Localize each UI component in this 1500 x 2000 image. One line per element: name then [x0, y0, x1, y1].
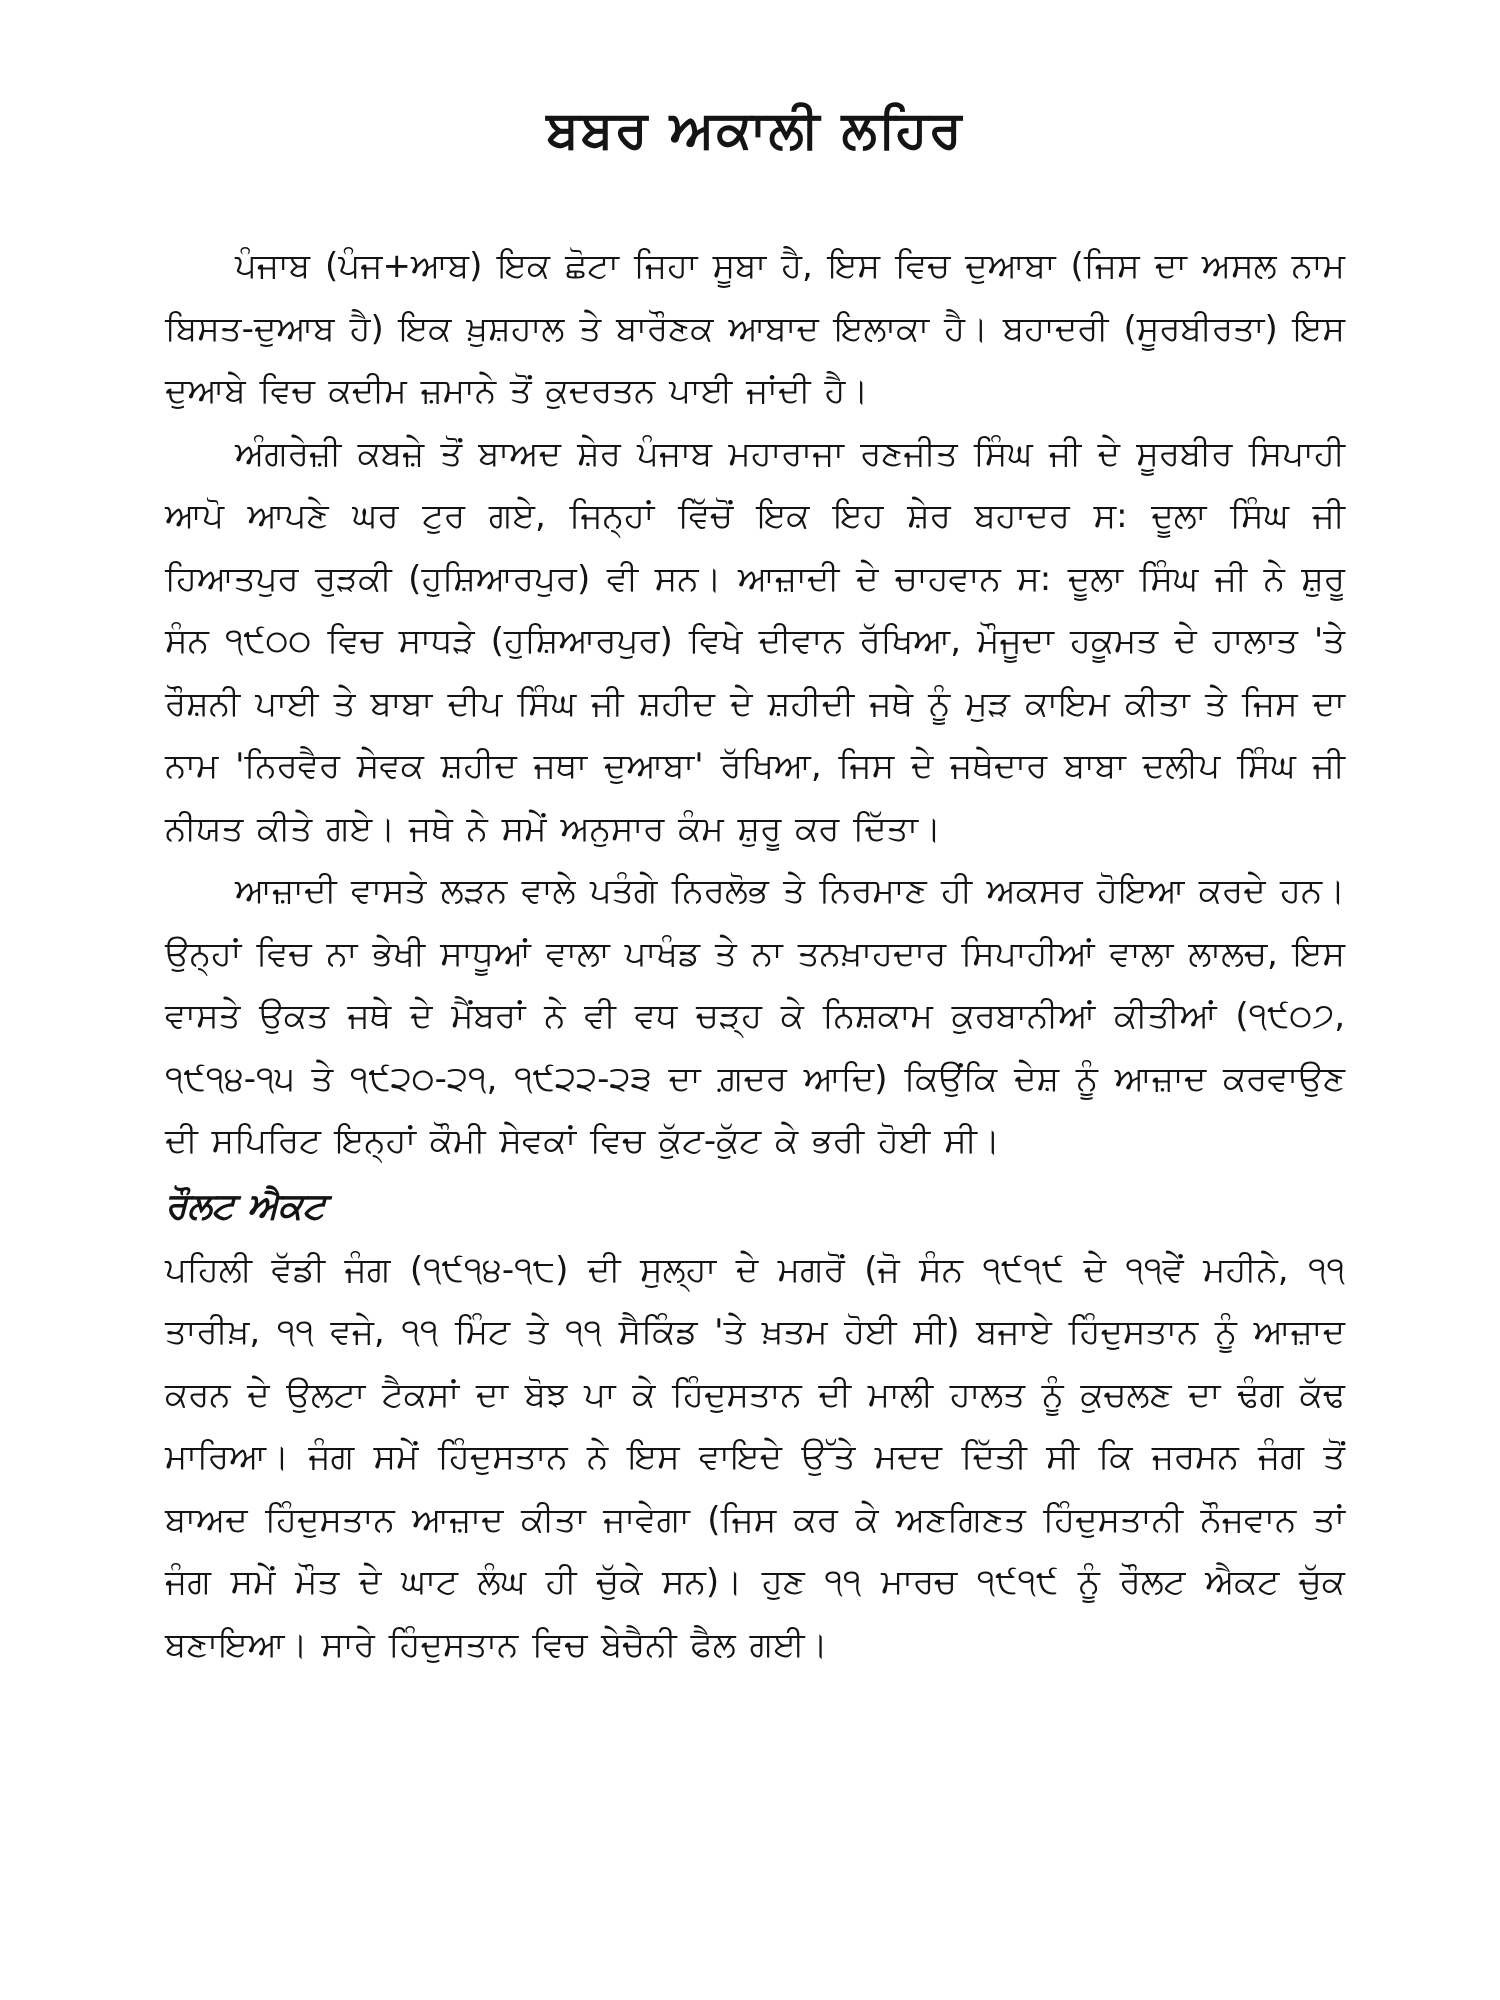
- page-title: ਬਬਰ ਅਕਾਲੀ ਲਹਿਰ: [546, 100, 964, 160]
- paragraph-freedom-fighters: ਆਜ਼ਾਦੀ ਵਾਸਤੇ ਲੜਨ ਵਾਲੇ ਪਤੰਗੇ ਨਿਰਲੋਭ ਤੇ ਨਿਰਮਾਣ ਹੀ ਅਕਸਰ ਹੋਇਆ ਕਰਦੇ ਹਨ। ਉਨ੍ਹਾਂ ਵਿਚ ਨਾ ਭੇਖੀ ਸਾਧੂਆਂ ਵਾਲਾ ਪਾਖੰਡ ਤੇ ਨਾ ਤਨਖ਼ਾਹਦਾਰ ਸਿਪਾਹੀਆਂ ਵਾਲਾ ਲਾਲਚ, ਇਸ ਵਾਸਤੇ ਉਕਤ ਜਥੇ ਦੇ ਮੈਂਬਰਾਂ ਨੇ ਵੀ ਵਧ ਚੜ੍ਹ ਕੇ ਨਿਸ਼ਕਾਮ ਕੁਰਬਾਨੀਆਂ ਕੀਤੀਆਂ (੧੯੦੭, ੧੯੧੪-੧੫ ਤੇ ੧੯੨੦-੨੧, ੧੯੨੨-੨੩ ਦਾ ਗ਼ਦਰ ਆਦਿ) ਕਿਉਂਕਿ ਦੇਸ਼ ਨੂੰ ਆਜ਼ਾਦ ਕਰਵਾਉਣ ਦੀ ਸਪਿਰਿਟ ਇਨ੍ਹਾਂ ਕੌਮੀ ਸੇਵਕਾਂ ਵਿਚ ਕੁੱਟ-ਕੁੱਟ ਕੇ ਭਰੀ ਹੋਈ ਸੀ।: [165, 871, 1345, 1161]
- section-heading-rowlatt-act: ਰੌਲਟ ਐਕਟ: [165, 1185, 326, 1227]
- paragraph-rowlatt-act: ਪਹਿਲੀ ਵੱਡੀ ਜੰਗ (੧੯੧੪-੧੮) ਦੀ ਸੁਲ੍ਹਾ ਦੇ ਮਗਰੋਂ (ਜੋ ਸੰਨ ੧੯੧੯ ਦੇ ੧੧ਵੇਂ ਮਹੀਨੇ, ੧੧ ਤਾਰੀਖ਼, ੧੧ ਵਜੇ, ੧੧ ਮਿੰਟ ਤੇ ੧੧ ਸੈਕਿੰਡ 'ਤੇ ਖ਼ਤਮ ਹੋਈ ਸੀ) ਬਜਾਏ ਹਿੰਦੁਸਤਾਨ ਨੂੰ ਆਜ਼ਾਦ ਕਰਨ ਦੇ ਉਲਟਾ ਟੈਕਸਾਂ ਦਾ ਬੋਝ ਪਾ ਕੇ ਹਿੰਦੁਸਤਾਨ ਦੀ ਮਾਲੀ ਹਾਲਤ ਨੂੰ ਕੁਚਲਣ ਦਾ ਢੰਗ ਕੱਢ ਮਾਰਿਆ। ਜੰਗ ਸਮੇਂ ਹਿੰਦੁਸਤਾਨ ਨੇ ਇਸ ਵਾਇਦੇ ਉੱਤੇ ਮਦਦ ਦਿੱਤੀ ਸੀ ਕਿ ਜਰਮਨ ਜੰਗ ਤੋਂ ਬਾਅਦ ਹਿੰਦੁਸਤਾਨ ਆਜ਼ਾਦ ਕੀਤਾ ਜਾਵੇਗਾ (ਜਿਸ ਕਰ ਕੇ ਅਣਗਿਣਤ ਹਿੰਦੁਸਤਾਨੀ ਨੌਜਵਾਨ ਤਾਂ ਜੰਗ ਸਮੇਂ ਮੌਤ ਦੇ ਘਾਟ ਲੰਘ ਹੀ ਚੁੱਕੇ ਸਨ)। ਹੁਣ ੧੧ ਮਾਰਚ ੧੯੧੯ ਨੂੰ ਰੌਲਟ ਐਕਟ ਚੁੱਕ ਬਣਾਇਆ। ਸਾਰੇ ਹਿੰਦੁਸਤਾਨ ਵਿਚ ਬੇਚੈਨੀ ਫੈਲ ਗਈ।: [165, 1249, 1345, 1665]
- document-page: [165, 95, 1345, 1975]
- paragraph-punjab-intro: ਪੰਜਾਬ (ਪੰਜ+ਆਬ) ਇਕ ਛੋਟਾ ਜਿਹਾ ਸੂਬਾ ਹੈ, ਇਸ ਵਿਚ ਦੁਆਬਾ (ਜਿਸ ਦਾ ਅਸਲ ਨਾਮ ਬਿਸਤ-ਦੁਆਬ ਹੈ) ਇਕ ਖ਼ੁਸ਼ਹਾਲ ਤੇ ਬਾਰੌਣਕ ਆਬਾਦ ਇਲਾਕਾ ਹੈ। ਬਹਾਦਰੀ (ਸੂਰਬੀਰਤਾ) ਇਸ ਦੁਆਬੇ ਵਿਚ ਕਦੀਮ ਜ਼ਮਾਨੇ ਤੋਂ ਕੁਦਰਤਨ ਪਾਈ ਜਾਂਦੀ ਹੈ।: [165, 246, 1345, 411]
- paragraph-dula-singh: ਅੰਗਰੇਜ਼ੀ ਕਬਜ਼ੇ ਤੋਂ ਬਾਅਦ ਸ਼ੇਰ ਪੰਜਾਬ ਮਹਾਰਾਜਾ ਰਣਜੀਤ ਸਿੰਘ ਜੀ ਦੇ ਸੂਰਬੀਰ ਸਿਪਾਹੀ ਆਪੋ ਆਪਣੇ ਘਰ ਟੁਰ ਗਏ, ਜਿਨ੍ਹਾਂ ਵਿੱਚੋਂ ਇਕ ਇਹ ਸ਼ੇਰ ਬਹਾਦਰ ਸ: ਦੂਲਾ ਸਿੰਘ ਜੀ ਹਿਆਤਪੁਰ ਰੁੜਕੀ (ਹੁਸ਼ਿਆਰਪੁਰ) ਵੀ ਸਨ। ਆਜ਼ਾਦੀ ਦੇ ਚਾਹਵਾਨ ਸ: ਦੂਲਾ ਸਿੰਘ ਜੀ ਨੇ ਸ਼ੁਰੂ ਸੰਨ ੧੯੦੦ ਵਿਚ ਸਾਧੜੇ (ਹੁਸ਼ਿਆਰਪੁਰ) ਵਿਖੇ ਦੀਵਾਨ ਰੱਖਿਆ, ਮੌਜੂਦਾ ਹਕੂਮਤ ਦੇ ਹਾਲਾਤ 'ਤੇ ਰੌਸ਼ਨੀ ਪਾਈ ਤੇ ਬਾਬਾ ਦੀਪ ਸਿੰਘ ਜੀ ਸ਼ਹੀਦ ਦੇ ਸ਼ਹੀਦੀ ਜਥੇ ਨੂੰ ਮੁੜ ਕਾਇਮ ਕੀਤਾ ਤੇ ਜਿਸ ਦਾ ਨਾਮ 'ਨਿਰਵੈਰ ਸੇਵਕ ਸ਼ਹੀਦ ਜਥਾ ਦੁਆਬਾ' ਰੱਖਿਆ, ਜਿਸ ਦੇ ਜਥੇਦਾਰ ਬਾਬਾ ਦਲੀਪ ਸਿੰਘ ਜੀ ਨੀਯਤ ਕੀਤੇ ਗਏ। ਜਥੇ ਨੇ ਸਮੇਂ ਅਨੁਸਾਰ ਕੰਮ ਸ਼ੁਰੂ ਕਰ ਦਿੱਤਾ।: [165, 433, 1345, 849]
